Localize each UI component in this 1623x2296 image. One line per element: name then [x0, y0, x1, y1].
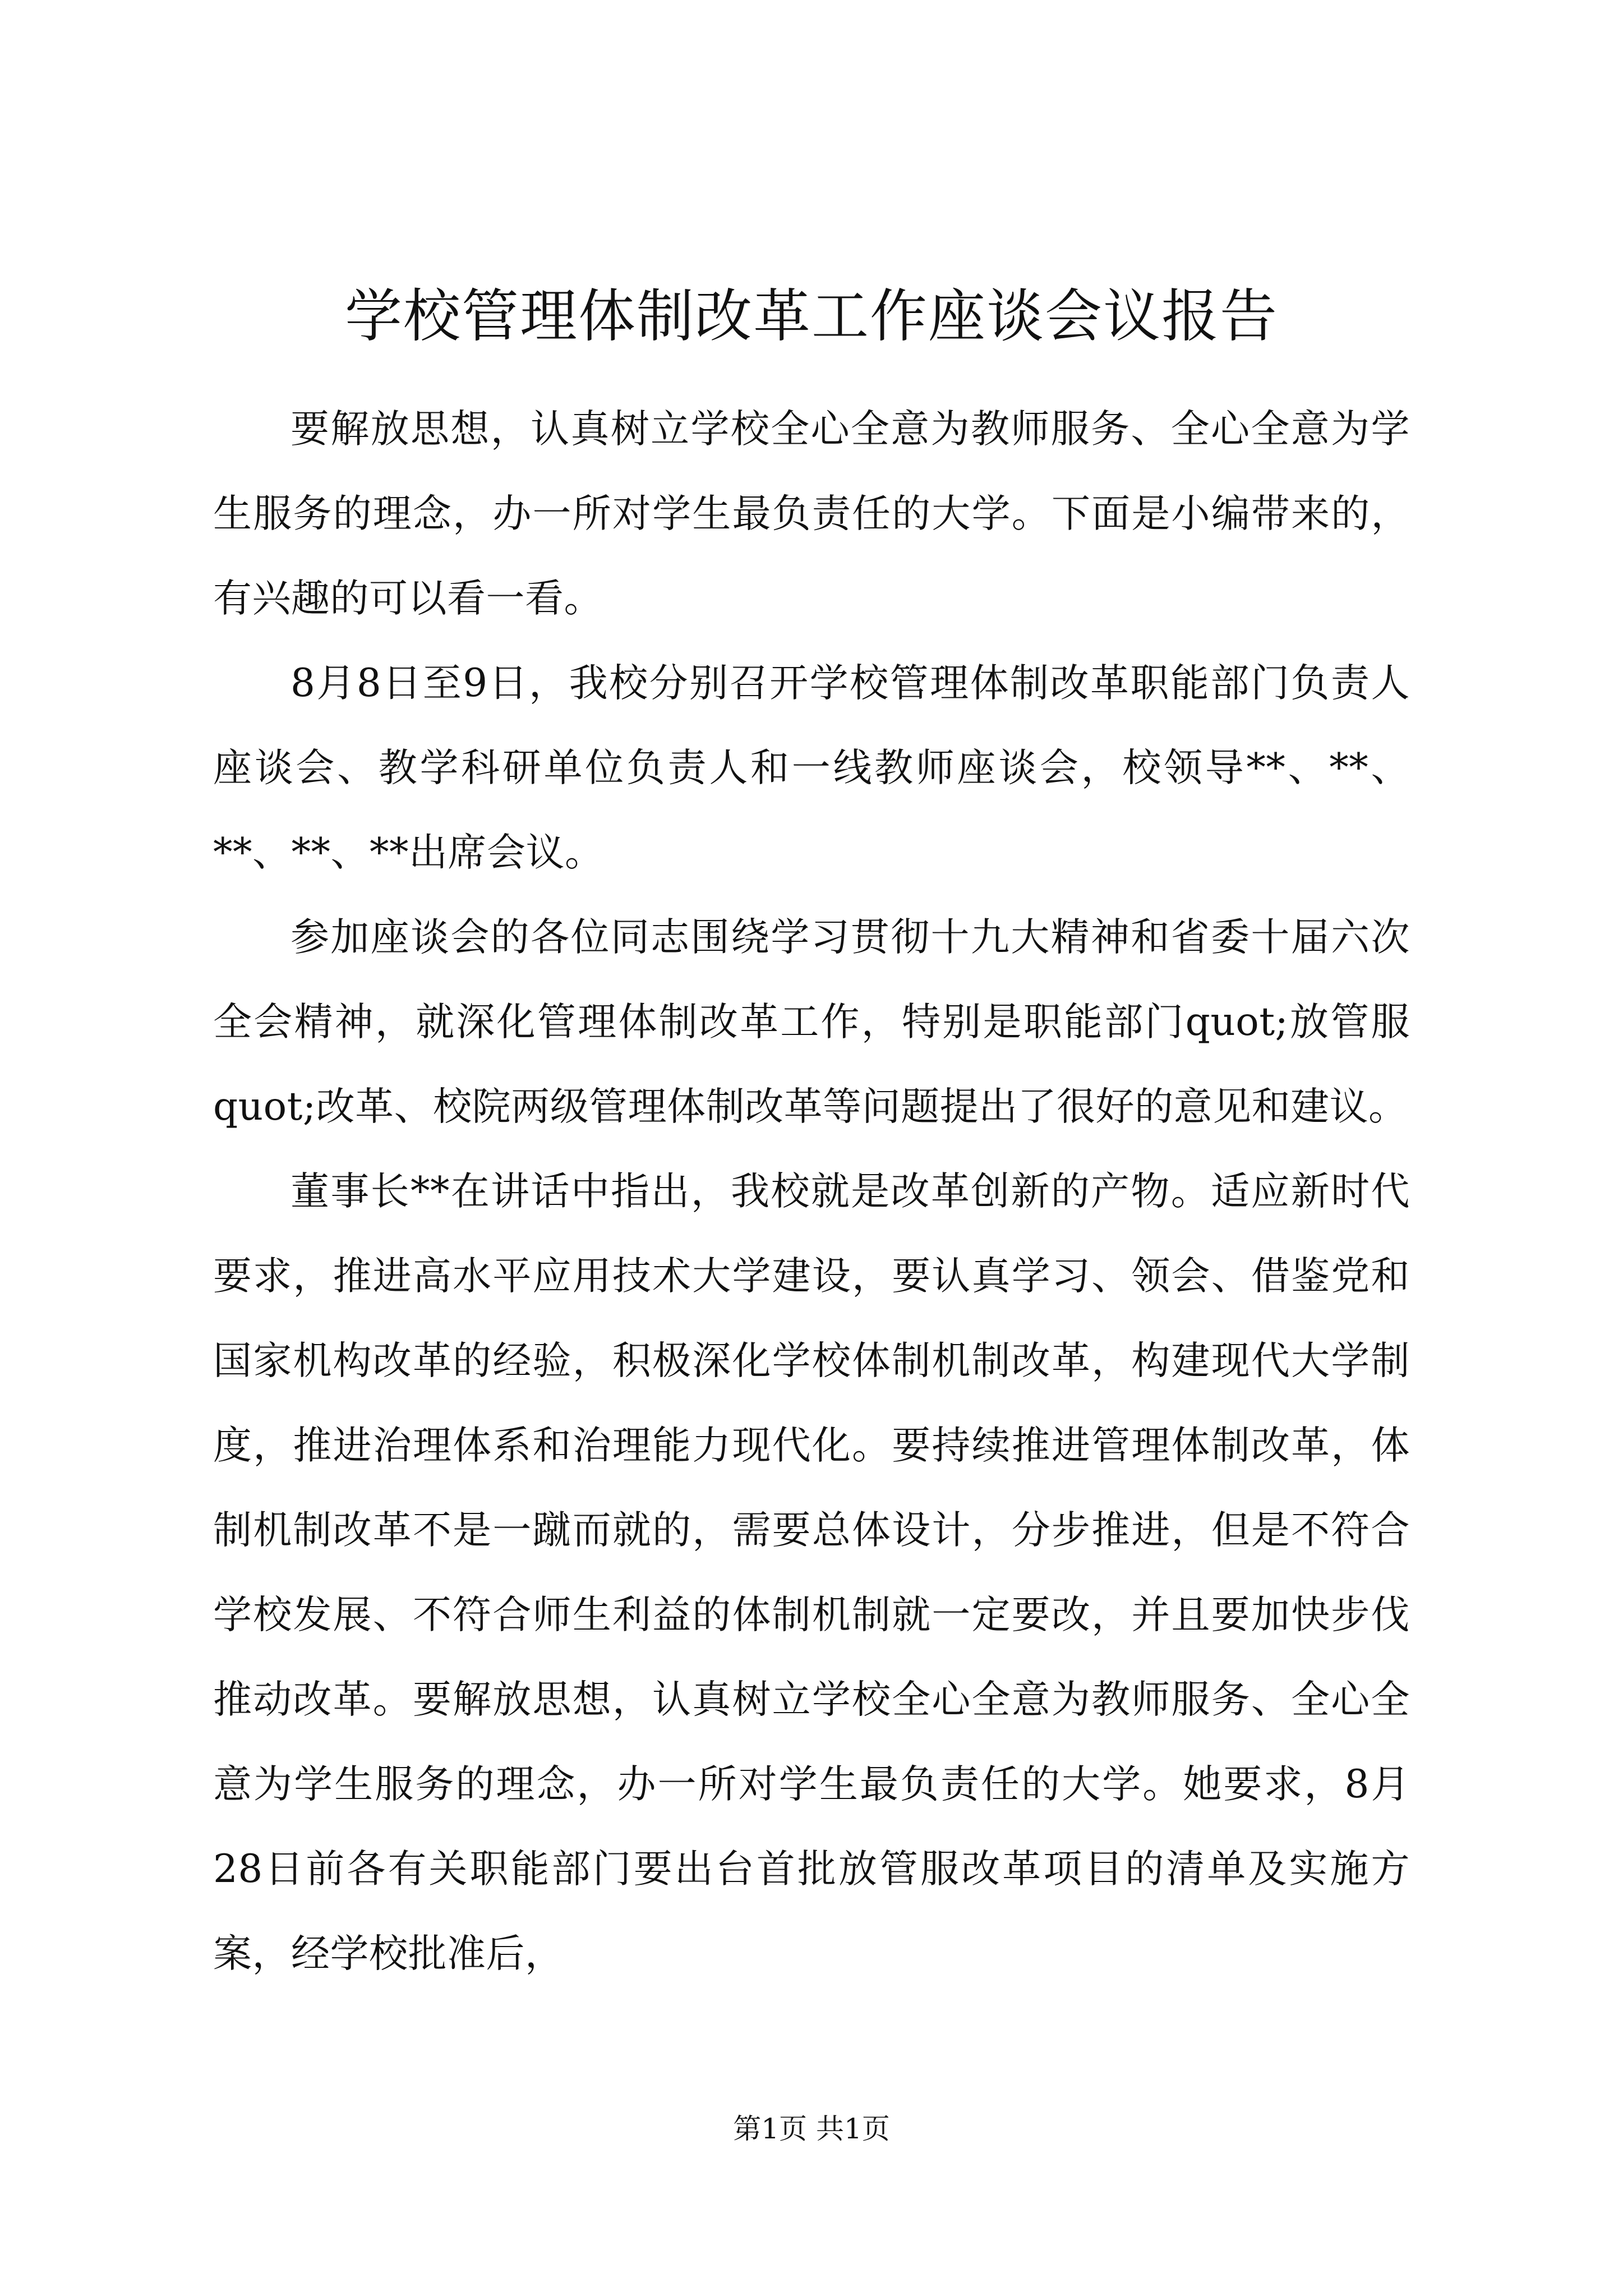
paragraph-intro: 要解放思想，认真树立学校全心全意为教师服务、全心全意为学生服务的理念，办一所对学生最负责任的大学。下面是小编带来的，有兴趣的可以看一看。	[213, 407, 1410, 621]
paragraph-meeting-dates: 8月8日至9日，我校分别召开学校管理体制改革职能部门负责人座谈会、教学科研单位负责人和一线教师座谈会，校领导**、**、**、**、**出席会议。	[213, 661, 1410, 875]
page-footer	[0, 2109, 1623, 2148]
page-number-label: 第1页 共1页	[733, 2113, 890, 2145]
paragraph-participants: 参加座谈会的各位同志围绕学习贯彻十九大精神和省委十届六次全会精神，就深化管理体制改革工作，特别是职能部门quot;放管服quot;改革、校院两级管理体制改革等问题提出了很好的意见和建议。	[213, 915, 1410, 1129]
document-body	[213, 387, 1410, 1996]
document-title: 学校管理体制改革工作座谈会议报告	[345, 283, 1278, 350]
paragraph-chairman-speech: 董事长**在讲话中指出，我校就是改革创新的产物。适应新时代要求，推进高水平应用技术大学建设，要认真学习、领会、借鉴党和国家机构改革的经验，积极深化学校体制机制改革，构建现代大学制度，推进治理体系和治理能力现代化。要持续推进管理体制改革，体制机制改革不是一蹴而就的，需要总体设计，分步推进，但是不符合学校发展、不符合师生利益的体制机制就一定要改，并且要加快步伐推动改革。要解放思想，认真树立学校全心全意为教师服务、全心全意为学生服务的理念，办一所对学生最负责任的大学。她要求，8月28日前各有关职能部门要出台首批放管服改革项目的清单及实施方案，经学校批准后，	[213, 1169, 1410, 1976]
